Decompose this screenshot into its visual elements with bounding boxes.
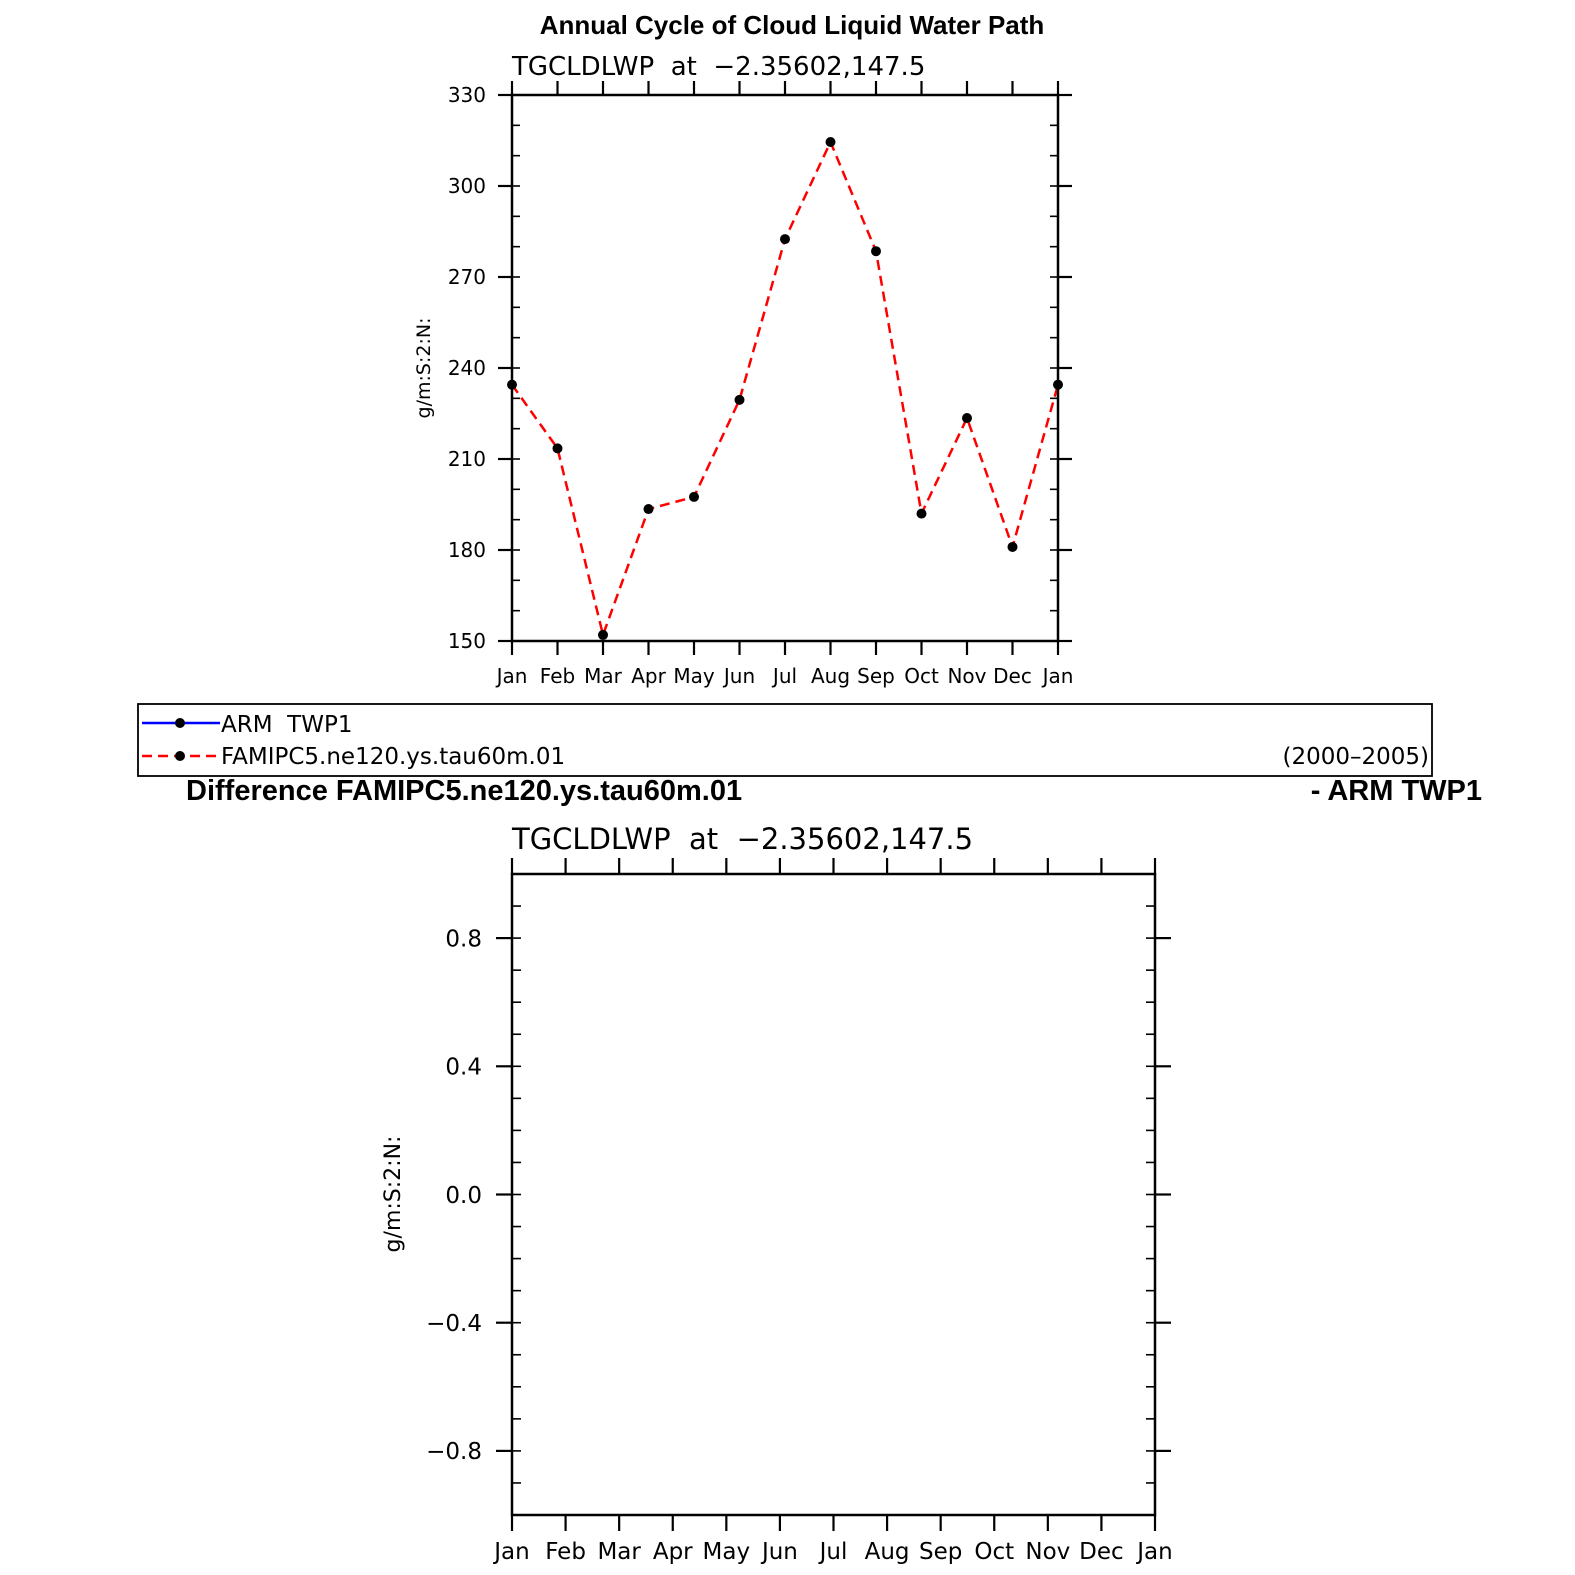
data-point — [689, 492, 699, 502]
x-tick-label: Sep — [918, 1539, 963, 1565]
y-tick-label: 0.8 — [445, 926, 482, 953]
y-tick-label: −0.8 — [426, 1439, 482, 1466]
bottom-chart-title-right: - ARM TWP1 — [1310, 775, 1482, 807]
bottom-chart-title: Difference FAMIPC5.ne120.ys.tau60m.01 — [186, 775, 743, 807]
y-tick-label: 180 — [447, 538, 486, 563]
y-tick-label: 150 — [447, 629, 486, 654]
x-tick-label: Jan — [1137, 1539, 1173, 1565]
x-tick-label: Jun — [723, 664, 756, 688]
data-point — [917, 509, 927, 519]
top-chart-y-axis-label: g/m:S:2:N: — [413, 317, 435, 419]
top-chart-subtitle: TGCLDLWP at −2.35602,147.5 — [512, 52, 926, 82]
x-tick-label: Jan — [494, 1539, 530, 1565]
data-point — [871, 246, 881, 256]
top-chart-y-tick-labels — [448, 83, 486, 653]
legend-marker — [175, 718, 185, 728]
legend-label-famipc5: FAMIPC5.ne120.ys.tau60m.01 — [221, 744, 566, 770]
top-chart-series — [507, 137, 1063, 640]
data-point — [644, 504, 654, 514]
x-tick-label: Aug — [864, 1539, 910, 1565]
series-line — [512, 142, 1058, 635]
x-tick-label: Aug — [810, 664, 851, 688]
bottom-chart-ticks — [496, 858, 1171, 1531]
x-tick-label: Nov — [947, 664, 987, 688]
legend-marker — [175, 751, 185, 761]
bottom-chart-plot-frame — [512, 874, 1155, 1515]
y-tick-label: 270 — [447, 265, 486, 290]
top-chart-x-tick-labels — [495, 664, 1074, 688]
legend-label-arm-twp1: ARM TWP1 — [221, 712, 353, 738]
data-point — [826, 137, 836, 147]
x-tick-label: Feb — [539, 664, 576, 688]
data-point — [962, 413, 972, 423]
y-tick-label: 0.4 — [445, 1054, 482, 1081]
x-tick-label: Jan — [1042, 664, 1074, 688]
legend-period: (2000–2005) — [1282, 744, 1429, 770]
y-tick-label: 210 — [447, 447, 486, 472]
bottom-chart-x-tick-labels — [492, 1539, 1172, 1565]
data-point — [1008, 542, 1018, 552]
x-tick-label: Dec — [993, 664, 1032, 688]
y-tick-label: −0.4 — [426, 1310, 482, 1337]
data-point — [598, 630, 608, 640]
x-tick-label: Jun — [761, 1539, 798, 1565]
x-tick-label: Apr — [631, 664, 666, 688]
data-point — [553, 443, 563, 453]
bottom-chart-y-axis-label: g/m:S:2:N: — [381, 1135, 406, 1253]
y-tick-label: 300 — [447, 174, 486, 199]
data-point — [735, 395, 745, 405]
x-tick-label: Oct — [904, 664, 939, 688]
x-tick-label: Nov — [1025, 1539, 1071, 1565]
top-chart-ticks — [498, 81, 1072, 655]
x-tick-label: Feb — [545, 1539, 586, 1565]
y-tick-label: 0.0 — [445, 1182, 482, 1209]
x-tick-label: Jul — [772, 664, 798, 688]
x-tick-label: Mar — [584, 664, 622, 688]
y-tick-label: 240 — [447, 356, 486, 381]
data-point — [780, 234, 790, 244]
top-chart-plot-frame — [512, 95, 1058, 641]
x-tick-label: Oct — [974, 1539, 1015, 1565]
bottom-chart-y-tick-labels — [426, 926, 482, 1465]
x-tick-label: Mar — [597, 1539, 641, 1565]
x-tick-label: May — [673, 664, 715, 688]
y-tick-label: 330 — [447, 83, 486, 108]
x-tick-label: May — [702, 1539, 751, 1565]
top-chart-title: Annual Cycle of Cloud Liquid Water Path — [539, 10, 1045, 40]
x-tick-label: Dec — [1079, 1539, 1124, 1565]
x-tick-label: Apr — [652, 1539, 693, 1565]
x-tick-label: Jul — [819, 1539, 848, 1565]
x-tick-label: Sep — [857, 664, 895, 688]
bottom-chart-subtitle: TGCLDLWP at −2.35602,147.5 — [512, 822, 974, 856]
x-tick-label: Jan — [496, 664, 528, 688]
